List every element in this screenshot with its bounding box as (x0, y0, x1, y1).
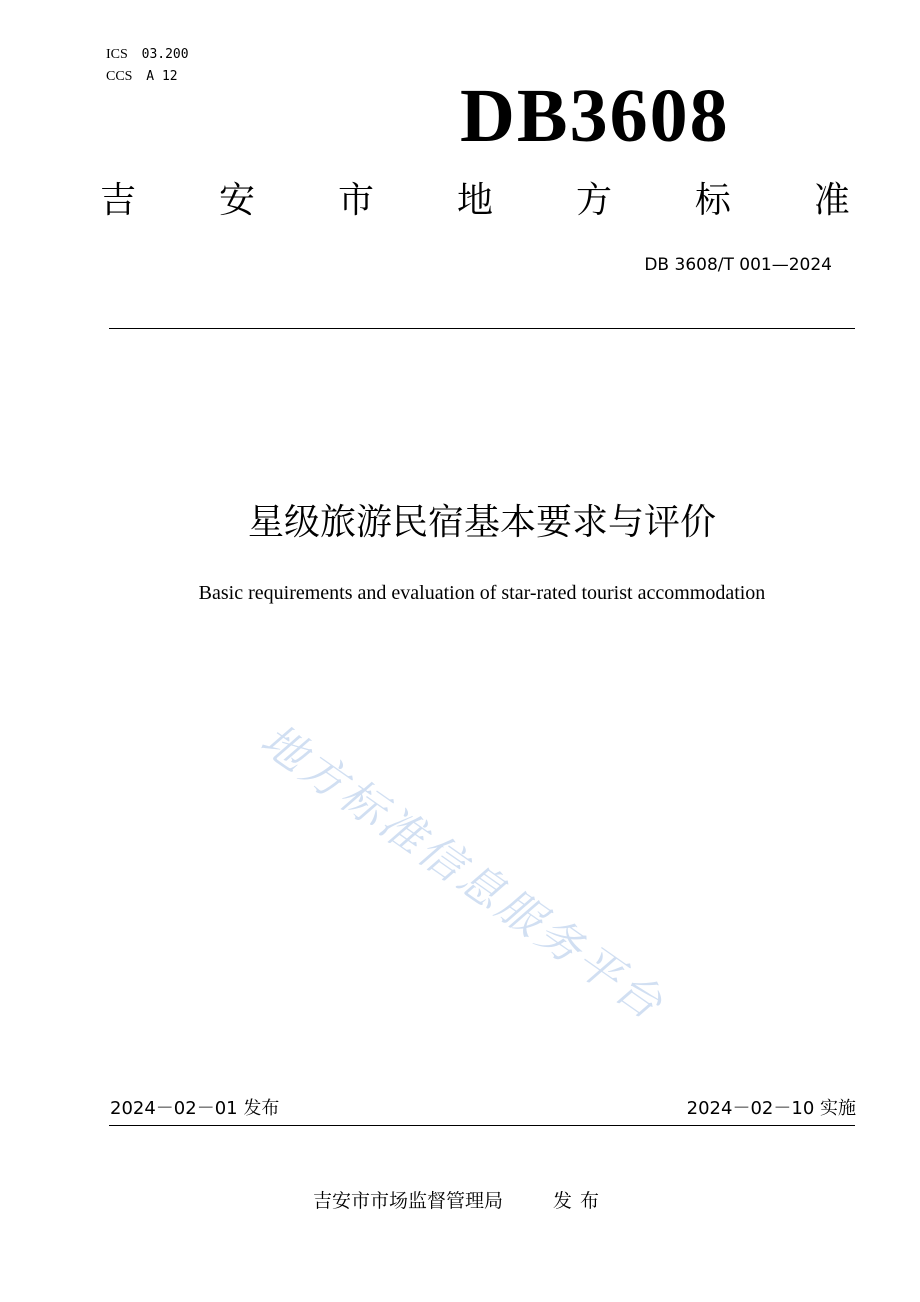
standard-type-char: 市 (337, 180, 374, 221)
watermark: 地方标准信息服务平台 (251, 714, 674, 1032)
standard-number: DB 3608/T 001—2024 (644, 255, 832, 275)
standard-type-char: 地 (456, 180, 493, 221)
ccs-label: CCS (106, 69, 133, 84)
ics-label: ICS (106, 47, 128, 62)
issuer-line (0, 1188, 920, 1214)
ccs-code: A 12 (146, 69, 178, 84)
standard-type-char: 准 (813, 180, 850, 221)
issuer-name: 吉安市市场监督管理局 (312, 1190, 503, 1212)
ics-row (106, 44, 195, 66)
standard-type-char: 标 (694, 180, 731, 221)
implementation-date: 2024－02－10 实施 (686, 1098, 856, 1119)
standard-code: DB3608 (460, 74, 730, 158)
document-title-en: Basic requirements and evaluation of star-rated tourist accommodation (198, 582, 766, 604)
ics-code: 03.200 (141, 47, 189, 62)
standard-type-char: 吉 (100, 180, 137, 221)
top-divider (109, 328, 855, 329)
issuer-verb: 发布 (553, 1190, 608, 1212)
ccs-row (106, 66, 195, 88)
issue-date: 2024－02－01 发布 (110, 1098, 280, 1119)
document-title-zh: 星级旅游民宿基本要求与评价 (247, 502, 716, 543)
standard-type (100, 178, 850, 224)
standard-type-char: 安 (218, 180, 255, 221)
bottom-divider (109, 1125, 855, 1126)
classification-codes (106, 44, 195, 88)
standard-type-char: 方 (575, 180, 612, 221)
